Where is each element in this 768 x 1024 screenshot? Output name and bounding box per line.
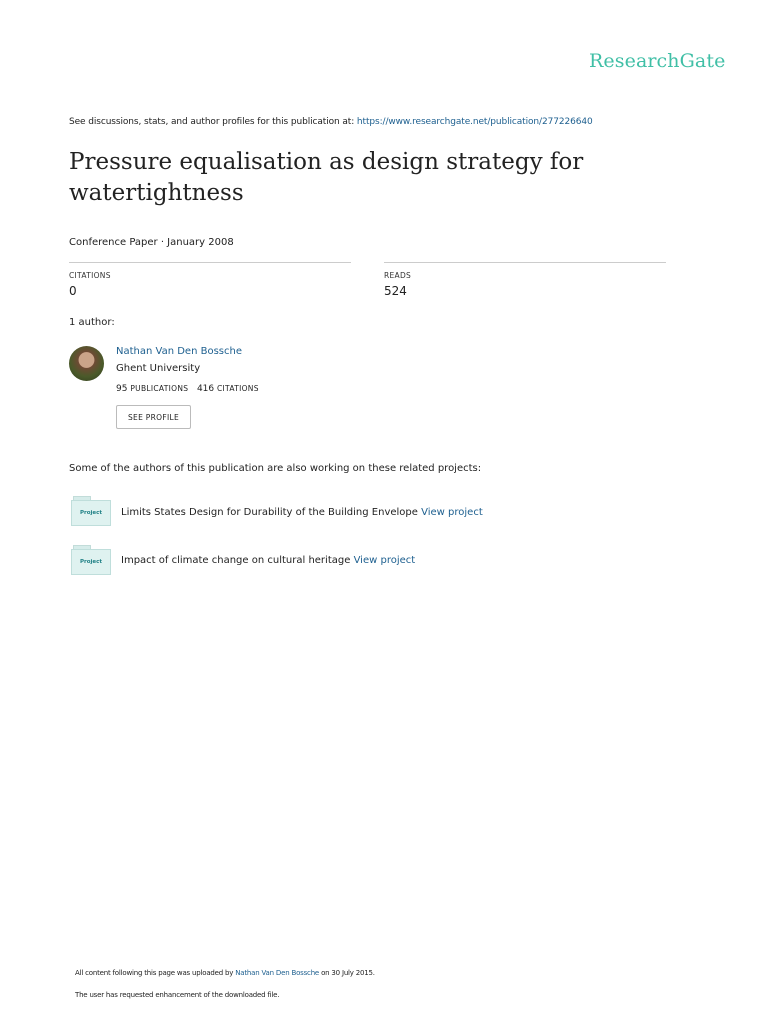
project-item: [121, 507, 483, 518]
upload-suffix: on 30 July 2015.: [321, 969, 375, 977]
author-publications-count: 95: [116, 384, 128, 394]
citations-value: 0: [69, 284, 77, 298]
author-name-link[interactable]: Nathan Van Den Bossche: [116, 346, 242, 357]
project-title: Limits States Design for Durability of the Building Envelope: [121, 507, 418, 518]
enhancement-notice: The user has requested enhancement of the downloaded file.: [75, 991, 280, 999]
view-project-link[interactable]: View project: [353, 555, 416, 566]
publication-title: Pressure equalisation as design strategy for watertightness: [69, 149, 584, 206]
author-stats: [116, 384, 259, 394]
publication-url-link[interactable]: https://www.researchgate.net/publication/277226640: [356, 117, 593, 127]
reads-label: READS: [384, 271, 412, 280]
author-publications-label: PUBLICATIONS: [130, 384, 189, 393]
project-folder-icon[interactable]: [71, 496, 111, 526]
author-citations-label: CITATIONS: [217, 384, 259, 393]
project-folder-icon[interactable]: [71, 545, 111, 575]
see-discussions-line: [69, 117, 593, 127]
citations-label: CITATIONS: [69, 271, 111, 280]
view-project-link[interactable]: View project: [421, 507, 483, 518]
researchgate-logo[interactable]: ResearchGate: [589, 50, 726, 72]
uploader-link[interactable]: Nathan Van Den Bossche: [235, 969, 320, 977]
authors-heading: 1 author:: [69, 317, 115, 328]
project-item: [121, 555, 415, 566]
see-discussions-text: See discussions, stats, and author profiles for this publication at:: [69, 117, 355, 127]
related-projects-heading: Some of the authors of this publication are also working on these related projects:: [69, 463, 482, 474]
author-institution: Ghent University: [116, 363, 201, 374]
folder-label: Project: [71, 500, 111, 526]
see-profile-button[interactable]: SEE PROFILE: [116, 405, 191, 429]
publication-meta: Conference Paper · January 2008: [69, 237, 234, 248]
author-avatar[interactable]: [69, 346, 104, 381]
folder-label: Project: [71, 549, 111, 575]
divider-right: [384, 262, 666, 263]
project-title: Impact of climate change on cultural heritage: [121, 555, 351, 566]
upload-notice: [75, 969, 375, 977]
upload-prefix: All content following this page was uploaded by: [75, 969, 234, 977]
divider-left: [69, 262, 351, 263]
reads-value: 524: [384, 284, 407, 298]
author-citations-count: 416: [196, 384, 215, 394]
